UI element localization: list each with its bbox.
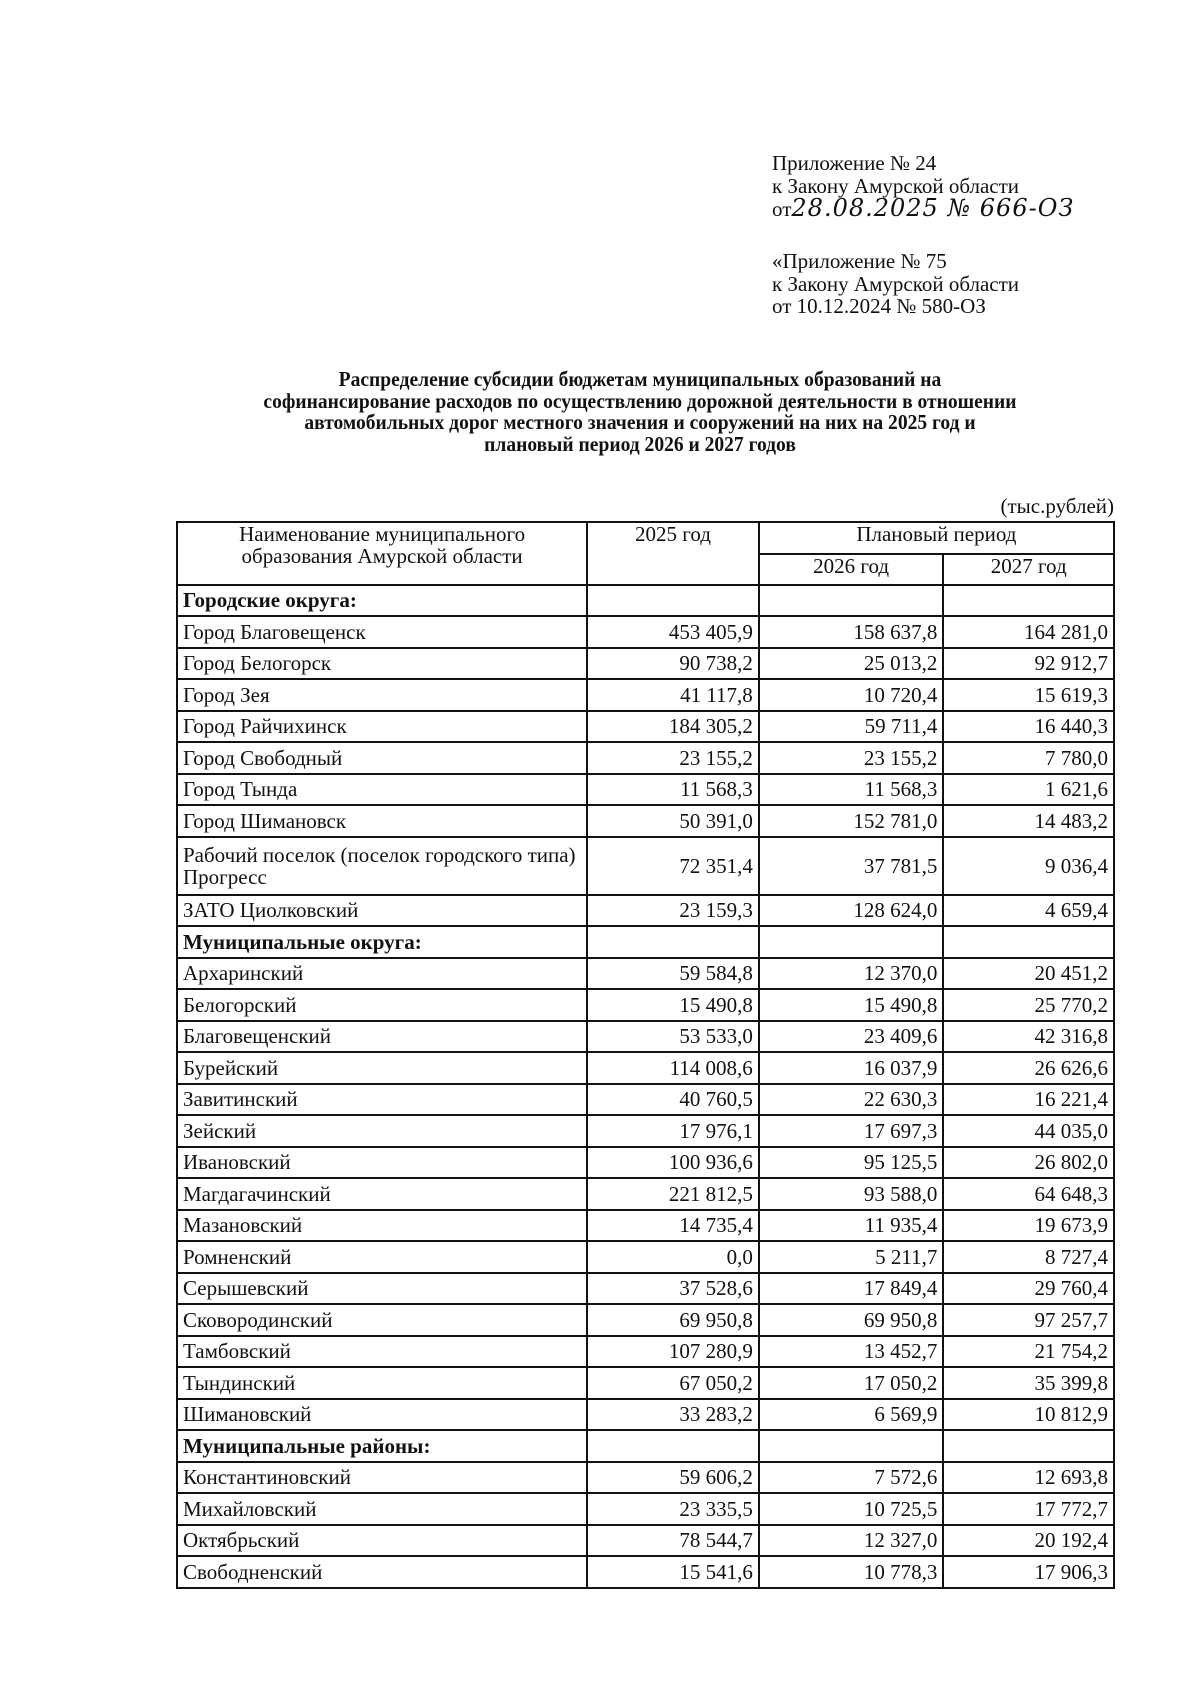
cell-2026: 15 490,8 — [759, 989, 944, 1021]
date-prefix: от — [772, 197, 792, 221]
table-row — [177, 837, 1114, 895]
table-row — [177, 679, 1114, 711]
cell-name: Городские округа: — [177, 585, 587, 617]
cell-2025: 107 280,9 — [587, 1336, 759, 1368]
table-row — [177, 1462, 1114, 1494]
cell-2027: 17 906,3 — [943, 1556, 1114, 1588]
cell-name: Зейский — [177, 1115, 587, 1147]
table-row — [177, 1084, 1114, 1116]
cell-2026: 93 588,0 — [759, 1178, 944, 1210]
cell-2025: 78 544,7 — [587, 1525, 759, 1557]
cell-2026: 69 950,8 — [759, 1304, 944, 1336]
cell-2026: 59 711,4 — [759, 711, 944, 743]
table-row — [177, 648, 1114, 680]
table-row — [177, 895, 1114, 927]
cell-name: Благовещенский — [177, 1021, 587, 1053]
cell-name: Город Зея — [177, 679, 587, 711]
title-line: Распределение субсидии бюджетам муниципальных образований на — [338, 367, 942, 391]
cell-2026 — [759, 1430, 944, 1462]
header-2027: 2027 год — [943, 554, 1114, 585]
cell-2026: 10 720,4 — [759, 679, 944, 711]
header-2026: 2026 год — [759, 554, 944, 585]
section-row — [177, 1430, 1114, 1462]
section-row — [177, 585, 1114, 617]
law-date-line: от 10.12.2024 № 580-ОЗ — [772, 294, 986, 318]
section-row — [177, 926, 1114, 958]
cell-2027: 8 727,4 — [943, 1241, 1114, 1273]
cell-2027: 1 621,6 — [943, 774, 1114, 806]
header-2025: 2025 год — [587, 522, 759, 585]
cell-2027: 44 035,0 — [943, 1115, 1114, 1147]
cell-name: Завитинский — [177, 1084, 587, 1116]
table-row — [177, 989, 1114, 1021]
cell-2026: 10 725,5 — [759, 1493, 944, 1525]
cell-2027: 16 440,3 — [943, 711, 1114, 743]
table-row — [177, 1556, 1114, 1588]
cell-name: Город Благовещенск — [177, 616, 587, 648]
table-row — [177, 1178, 1114, 1210]
cell-name: Михайловский — [177, 1493, 587, 1525]
law-reference: к Закону Амурской области — [772, 271, 1020, 296]
table-row — [177, 1399, 1114, 1431]
cell-2025: 53 533,0 — [587, 1021, 759, 1053]
cell-2026: 128 624,0 — [759, 895, 944, 927]
cell-2026: 22 630,3 — [759, 1084, 944, 1116]
cell-2026: 152 781,0 — [759, 805, 944, 837]
cell-2027: 7 780,0 — [943, 742, 1114, 774]
cell-name: Муниципальные районы: — [177, 1430, 587, 1462]
cell-name: Серышевский — [177, 1273, 587, 1305]
cell-2025: 114 008,6 — [587, 1052, 759, 1084]
cell-2027: 29 760,4 — [943, 1273, 1114, 1305]
appendix-header-current — [772, 152, 1074, 221]
cell-2025: 69 950,8 — [587, 1304, 759, 1336]
cell-2027: 17 772,7 — [943, 1493, 1114, 1525]
cell-2026: 17 050,2 — [759, 1367, 944, 1399]
cell-2027: 92 912,7 — [943, 648, 1114, 680]
cell-name: Город Шимановск — [177, 805, 587, 837]
cell-name: Город Свободный — [177, 742, 587, 774]
header-planned-period: Плановый период — [759, 522, 1114, 554]
cell-2026: 12 327,0 — [759, 1525, 944, 1557]
table-row — [177, 1241, 1114, 1273]
cell-2027: 20 451,2 — [943, 958, 1114, 990]
cell-2025: 59 606,2 — [587, 1462, 759, 1494]
cell-2025: 23 335,5 — [587, 1493, 759, 1525]
table-row — [177, 1525, 1114, 1557]
table-row — [177, 1304, 1114, 1336]
cell-2027: 25 770,2 — [943, 989, 1114, 1021]
table-row — [177, 1336, 1114, 1368]
cell-2026: 23 155,2 — [759, 742, 944, 774]
cell-2025: 15 490,8 — [587, 989, 759, 1021]
cell-name: Мазановский — [177, 1210, 587, 1242]
cell-2027: 19 673,9 — [943, 1210, 1114, 1242]
table-row — [177, 616, 1114, 648]
cell-name: Белогорский — [177, 989, 587, 1021]
cell-2025: 37 528,6 — [587, 1273, 759, 1305]
cell-2026 — [759, 585, 944, 617]
cell-2025: 221 812,5 — [587, 1178, 759, 1210]
cell-2026: 17 697,3 — [759, 1115, 944, 1147]
cell-name: Город Райчихинск — [177, 711, 587, 743]
title-line: автомобильных дорог местного значения и сооружений на них на 2025 год и — [304, 410, 976, 434]
cell-2025: 15 541,6 — [587, 1556, 759, 1588]
cell-2027: 9 036,4 — [943, 837, 1114, 895]
table-row — [177, 1052, 1114, 1084]
cell-name: Город Белогорск — [177, 648, 587, 680]
cell-2025: 90 738,2 — [587, 648, 759, 680]
cell-name: Свободненский — [177, 1556, 587, 1588]
cell-2025: 453 405,9 — [587, 616, 759, 648]
cell-name: Рабочий поселок (поселок городского типа) Прогресс — [177, 837, 587, 895]
cell-2026: 12 370,0 — [759, 958, 944, 990]
cell-2025 — [587, 926, 759, 958]
cell-name: Шимановский — [177, 1399, 587, 1431]
table-row — [177, 742, 1114, 774]
cell-2027: 42 316,8 — [943, 1021, 1114, 1053]
cell-2025: 184 305,2 — [587, 711, 759, 743]
cell-2026: 7 572,6 — [759, 1462, 944, 1494]
cell-2025: 0,0 — [587, 1241, 759, 1273]
table-row — [177, 958, 1114, 990]
cell-2027: 35 399,8 — [943, 1367, 1114, 1399]
cell-name: Сковородинский — [177, 1304, 587, 1336]
cell-2027: 26 802,0 — [943, 1147, 1114, 1179]
table-row — [177, 774, 1114, 806]
cell-2025: 50 391,0 — [587, 805, 759, 837]
cell-2025: 100 936,6 — [587, 1147, 759, 1179]
title-line: плановый период 2026 и 2027 годов — [484, 431, 796, 456]
cell-2025: 72 351,4 — [587, 837, 759, 895]
cell-2025: 23 159,3 — [587, 895, 759, 927]
cell-name: Город Тында — [177, 774, 587, 806]
cell-name: Ивановский — [177, 1147, 587, 1179]
cell-2027: 15 619,3 — [943, 679, 1114, 711]
cell-name: ЗАТО Циолковский — [177, 895, 587, 927]
cell-2027: 20 192,4 — [943, 1525, 1114, 1557]
cell-name: Ромненский — [177, 1241, 587, 1273]
cell-2026: 6 569,9 — [759, 1399, 944, 1431]
cell-2026: 11 568,3 — [759, 774, 944, 806]
header-name: Наименование муниципального образования Амурской области — [177, 522, 587, 585]
appendix-number: Приложение № 24 — [772, 151, 937, 175]
cell-2027 — [943, 926, 1114, 958]
table-row — [177, 1115, 1114, 1147]
table-row — [177, 1367, 1114, 1399]
cell-2025 — [587, 1430, 759, 1462]
cell-2025: 33 283,2 — [587, 1399, 759, 1431]
units-label: (тыс.рублей) — [1000, 494, 1114, 518]
cell-name: Муниципальные округа: — [177, 926, 587, 958]
law-date-line — [772, 194, 1075, 222]
cell-2027: 4 659,4 — [943, 895, 1114, 927]
cell-name: Октябрьский — [177, 1525, 587, 1557]
table-row — [177, 1147, 1114, 1179]
cell-2025: 59 584,8 — [587, 958, 759, 990]
cell-2026: 23 409,6 — [759, 1021, 944, 1053]
title-line: софинансирование расходов по осуществлению дорожной деятельности в отношении — [263, 388, 1017, 413]
law-reference: к Закону Амурской области — [772, 173, 1020, 198]
cell-2026 — [759, 926, 944, 958]
cell-2027: 16 221,4 — [943, 1084, 1114, 1116]
cell-2026: 25 013,2 — [759, 648, 944, 680]
cell-2025: 11 568,3 — [587, 774, 759, 806]
cell-2026: 11 935,4 — [759, 1210, 944, 1242]
cell-2026: 37 781,5 — [759, 837, 944, 895]
cell-2027: 12 693,8 — [943, 1462, 1114, 1494]
table-row — [177, 805, 1114, 837]
cell-2027 — [943, 1430, 1114, 1462]
table-row — [177, 1273, 1114, 1305]
cell-name: Тындинский — [177, 1367, 587, 1399]
cell-name: Бурейский — [177, 1052, 587, 1084]
cell-2026: 17 849,4 — [759, 1273, 944, 1305]
cell-2026: 158 637,8 — [759, 616, 944, 648]
cell-2027: 21 754,2 — [943, 1336, 1114, 1368]
cell-2025: 14 735,4 — [587, 1210, 759, 1242]
cell-2027: 10 812,9 — [943, 1399, 1114, 1431]
cell-2027: 97 257,7 — [943, 1304, 1114, 1336]
subsidy-table — [176, 521, 1115, 1589]
cell-2026: 16 037,9 — [759, 1052, 944, 1084]
cell-2025: 17 976,1 — [587, 1115, 759, 1147]
cell-2027: 26 626,6 — [943, 1052, 1114, 1084]
cell-name: Архаринский — [177, 958, 587, 990]
cell-name: Магдагачинский — [177, 1178, 587, 1210]
cell-name: Константиновский — [177, 1462, 587, 1494]
table-body — [177, 585, 1114, 1588]
cell-name: Тамбовский — [177, 1336, 587, 1368]
cell-2026: 10 778,3 — [759, 1556, 944, 1588]
handwritten-date-number: 28.08.2025 № 666-ОЗ — [791, 194, 1075, 222]
table-row — [177, 711, 1114, 743]
cell-2025: 40 760,5 — [587, 1084, 759, 1116]
document-title — [150, 369, 1130, 455]
cell-2025: 67 050,2 — [587, 1367, 759, 1399]
cell-2026: 5 211,7 — [759, 1241, 944, 1273]
cell-2026: 13 452,7 — [759, 1336, 944, 1368]
cell-2027: 14 483,2 — [943, 805, 1114, 837]
cell-2026: 95 125,5 — [759, 1147, 944, 1179]
cell-2025: 23 155,2 — [587, 742, 759, 774]
cell-2025: 41 117,8 — [587, 679, 759, 711]
cell-2027: 64 648,3 — [943, 1178, 1114, 1210]
cell-2027: 164 281,0 — [943, 616, 1114, 648]
table-row — [177, 1021, 1114, 1053]
appendix-header-original — [772, 250, 1019, 318]
table-row — [177, 1493, 1114, 1525]
table-row — [177, 1210, 1114, 1242]
cell-2025 — [587, 585, 759, 617]
cell-2027 — [943, 585, 1114, 617]
appendix-number: «Приложение № 75 — [772, 249, 947, 273]
